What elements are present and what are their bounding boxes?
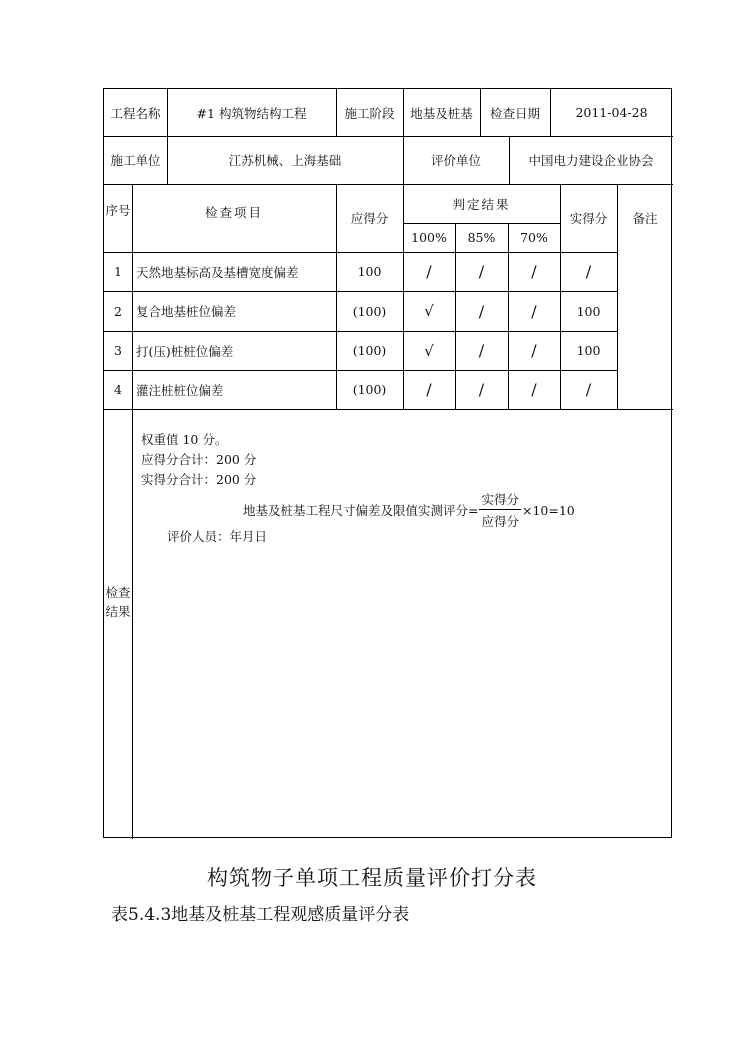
due-header: 应得分 [350,211,389,226]
p70-header: 70% [520,230,548,245]
row-4-no: 4 [114,382,122,397]
item-header: 检查项目 [204,204,263,220]
evaluator-label: 评价单位 [430,153,481,168]
actual-total: 实得分合计：200 分 [141,472,257,487]
page-subtitle: 表5.4.3地基及桩基工程观感质量评分表 [111,905,410,925]
date-label: 检查日期 [489,105,540,121]
row-4-actual: / [585,380,592,399]
page-title: 构筑物子单项工程质量评价打分表 [207,866,537,890]
formula-suffix: ×10=10 [522,502,575,518]
row-4-due: (100) [352,382,387,397]
weight-note: 权重值 10 分。 [141,432,228,447]
score-formula [243,490,575,530]
formula-fraction [479,490,521,530]
row-4-r85: / [478,380,485,399]
row-4-item: 灌注桩桩位偏差 [136,382,224,398]
row-2-r85: / [478,301,485,321]
evaluator-value: 中国电力建设企业协会 [528,153,654,168]
evaluation-table [103,88,672,838]
row-2-item: 复合地基桩位偏差 [136,304,237,319]
row-2-actual: 100 [576,303,601,319]
row-divider [104,409,673,410]
row-4-r100: / [426,380,432,399]
unit-value: 江苏机械、上海基础 [228,153,342,168]
row-1-due: 100 [357,264,382,279]
row-1-r85: / [478,262,485,281]
stage-label: 施工阶段 [344,105,395,121]
formula-numerator: 实得分 [479,490,521,510]
seq-header: 序号 [105,203,131,218]
row-3-item: 打(压)桩桩位偏差 [136,343,234,359]
actual-header: 实得分 [569,211,608,226]
row-2-no: 2 [114,303,122,319]
row-1-item: 天然地基标高及基槽宽度偏差 [136,264,299,280]
row-1-r70: / [531,262,537,281]
row-4-r70: / [531,380,537,399]
row-3-r85: / [478,341,485,360]
row-1-r100: / [426,262,432,281]
row-2-r100: √ [424,302,434,320]
due-total: 应得分合计：200 分 [141,452,257,467]
formula-prefix: 地基及桩基工程尺寸偏差及限值实测评分= [243,503,479,518]
row-3-r70: / [531,341,537,360]
row-3-due: (100) [352,343,387,358]
row-3-actual: 100 [576,343,601,358]
project-name-label: 工程名称 [110,105,161,121]
unit-label: 施工单位 [110,153,161,168]
row-2-r70: / [531,301,537,321]
date-value: 2011-04-28 [575,105,648,120]
evaluator-sign: 评价人员：年月日 [167,529,268,544]
judge-header: 判定结果 [452,196,511,212]
result-label: 检查结果 [105,585,131,619]
row-1-actual: / [585,262,592,281]
p85-header: 85% [467,230,496,245]
p100-header: 100% [411,230,447,245]
formula-denominator: 应得分 [481,514,519,529]
row-2-due: (100) [352,303,387,319]
project-name-value: #1 构筑物结构工程 [196,105,307,121]
row-3-r100: √ [424,341,434,360]
remark-header: 备注 [632,211,658,226]
stage-value: 地基及桩基 [410,105,473,121]
row-3-no: 3 [114,343,122,358]
row-1-no: 1 [114,264,122,279]
